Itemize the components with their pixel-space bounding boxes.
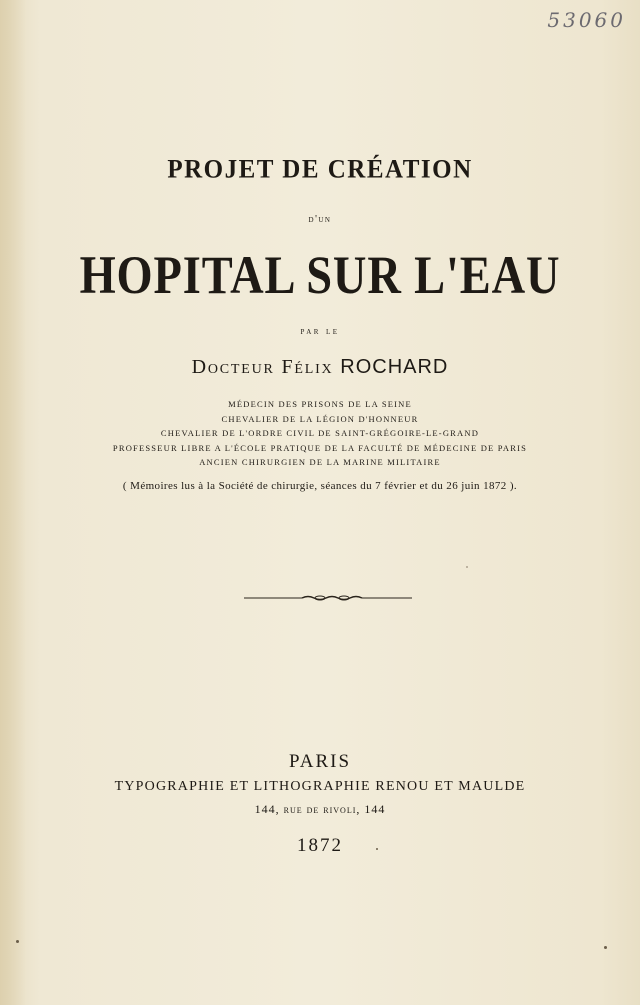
paper-speck [604, 946, 607, 949]
title-connector: d'un [308, 214, 332, 225]
title-line-1: PROJET DE CRÉATION [167, 155, 473, 184]
imprint-address [0, 802, 640, 817]
main-title: HOPITAL SUR L'EAU [79, 245, 561, 305]
paper-speck [466, 566, 468, 568]
author-title-line: ANCIEN CHIRURGIEN DE LA MARINE MILITAIRE [199, 457, 441, 468]
paper-speck [376, 848, 378, 850]
memoires-note: ( Mémoires lus à la Société de chirurgie, séances du 7 février et du 26 juin 1872 ). [122, 480, 518, 492]
author-prefix: Docteur Félix [191, 356, 334, 378]
author-titles [0, 397, 640, 470]
byline-par-le: par le [300, 326, 340, 337]
author-name [0, 356, 640, 379]
address-number: 144, [254, 802, 280, 816]
author-title-line: MÉDECIN DES PRISONS DE LA SEINE [228, 399, 412, 409]
author-title-line: CHEVALIER DE L'ORDRE CIVIL DE SAINT-GRÉGOIRE-LE-GRAND [160, 428, 480, 439]
address-street: rue de rivoli, [283, 802, 361, 816]
address-number-end: 144 [364, 802, 386, 816]
catalog-number: 53060 [547, 8, 626, 32]
author-surname: ROCHARD [340, 356, 449, 378]
imprint-year: 1872 [297, 835, 343, 856]
imprint-printer: TYPOGRAPHIE ET LITHOGRAPHIE RENOU ET MAULDE [114, 779, 526, 794]
author-title-line: PROFESSEUR LIBRE A L'ÉCOLE PRATIQUE DE LA FACULTÉ DE MÉDECINE DE PARIS [112, 442, 528, 453]
paper-speck [16, 940, 19, 943]
imprint-city: PARIS [288, 751, 352, 772]
ornamental-rule [244, 593, 412, 603]
author-title-line: CHEVALIER DE LA LÉGION D'HONNEUR [221, 413, 419, 424]
